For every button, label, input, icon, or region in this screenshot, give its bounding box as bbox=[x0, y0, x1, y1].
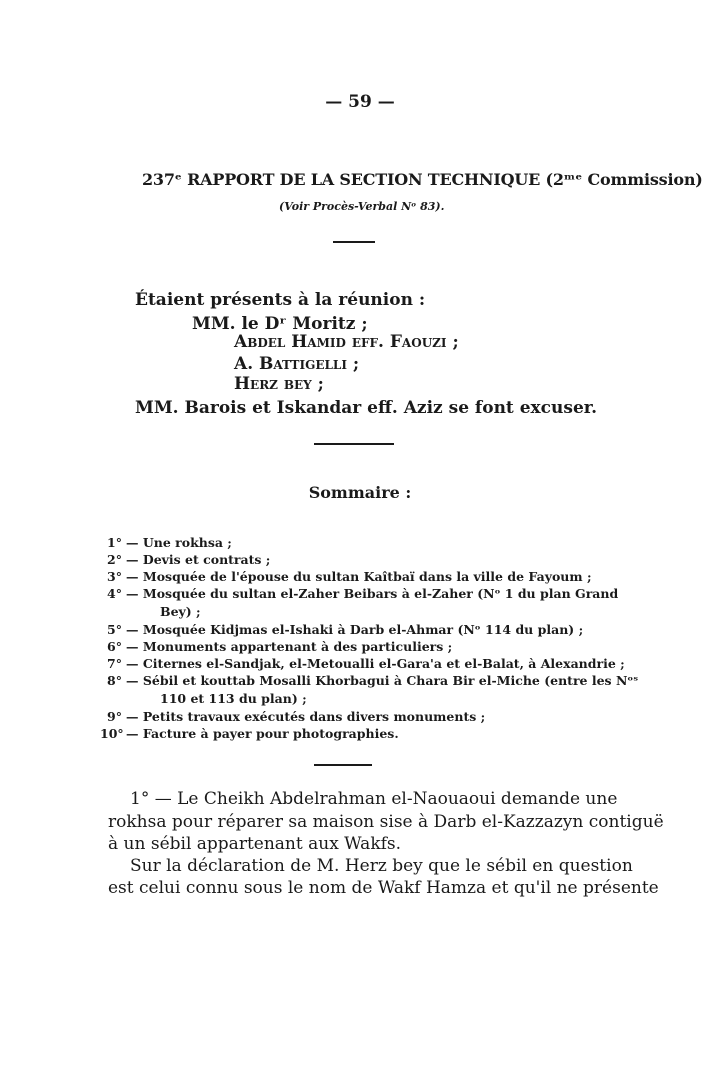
summary-item bbox=[100, 656, 625, 671]
summary-item bbox=[100, 552, 270, 567]
page-number: — 59 — bbox=[325, 92, 395, 112]
attendance-member: Herz bey ; bbox=[234, 374, 324, 394]
divider-bottom bbox=[314, 764, 372, 766]
summary-item bbox=[100, 673, 638, 688]
summary-item-number: 7° bbox=[107, 656, 122, 671]
attendance-member: A. Battigelli ; bbox=[234, 354, 360, 374]
summary-item-text: — Petits travaux exécutés dans divers monuments ; bbox=[126, 709, 486, 724]
summary-item-text: — Mosquée de l'épouse du sultan Kaîtbaï dans la ville de Fayoum ; bbox=[126, 569, 592, 584]
summary-item-number: 8° bbox=[107, 673, 122, 688]
summary-item bbox=[100, 586, 618, 601]
summary-item-text: — Sébil et kouttab Mosalli Khorbagui à Chara Bir el-Miche (entre les Nᵒˢ bbox=[126, 673, 639, 688]
summary-item-number: 5° bbox=[107, 622, 122, 637]
summary-item-number: 9° bbox=[107, 709, 122, 724]
report-reference: (Voir Procès-Verbal Nᵒ 83). bbox=[279, 200, 445, 213]
divider-middle bbox=[314, 443, 394, 445]
summary-item bbox=[100, 569, 592, 584]
summary-item bbox=[100, 535, 232, 550]
summary-item-continuation: 110 et 113 du plan) ; bbox=[160, 691, 307, 706]
paragraph-line: 1° — Le Cheikh Abdelrahman el-Naouaoui demande une bbox=[130, 789, 618, 809]
summary-item-text: — Facture à payer pour photographies. bbox=[126, 726, 399, 741]
paragraph-line: Sur la déclaration de M. Herz bey que le sébil en question bbox=[130, 856, 633, 876]
summary-title: Sommaire : bbox=[308, 483, 412, 502]
summary-item bbox=[100, 709, 485, 724]
summary-item-number: 4° bbox=[107, 586, 122, 601]
summary-item-number: 3° bbox=[107, 569, 122, 584]
attendance-intro: Étaient présents à la réunion : bbox=[135, 290, 426, 310]
paragraph-line: est celui connu sous le nom de Wakf Hamza et qu'il ne présente bbox=[108, 878, 659, 898]
summary-item-number: 1° bbox=[107, 535, 122, 550]
summary-item-text: — Monuments appartenant à des particuliers ; bbox=[126, 639, 453, 654]
paragraph-line: rokhsa pour réparer sa maison sise à Darb el-Kazzazyn contiguë bbox=[108, 812, 664, 832]
summary-item-text: — Citernes el-Sandjak, el-Metoualli el-Gara'a et el-Balat, à Alexandrie ; bbox=[126, 656, 625, 671]
summary-item-text: — Devis et contrats ; bbox=[126, 552, 271, 567]
summary-item-text: — Mosquée Kidjmas el-Ishaki à Darb el-Ahmar (Nᵒ 114 du plan) ; bbox=[126, 622, 584, 637]
attendance-excused: MM. Barois et Iskandar eff. Aziz se font excuser. bbox=[135, 398, 598, 418]
summary-item bbox=[100, 639, 452, 654]
summary-item-continuation: Bey) ; bbox=[160, 604, 201, 619]
paragraph-line: à un sébil appartenant aux Wakfs. bbox=[108, 834, 402, 854]
attendance-member: Abdel Hamid eff. Faouzi ; bbox=[234, 332, 459, 352]
summary-item bbox=[100, 726, 399, 741]
summary-item-number: 10° bbox=[100, 726, 124, 741]
summary-item-number: 6° bbox=[107, 639, 122, 654]
summary-item-text: — Mosquée du sultan el-Zaher Beibars à el-Zaher (Nᵒ 1 du plan Grand bbox=[126, 586, 619, 601]
attendance-member: MM. le Dʳ Moritz ; bbox=[192, 314, 368, 334]
report-title: 237ᵉ RAPPORT DE LA SECTION TECHNIQUE (2ᵐᵉ Commission) bbox=[142, 170, 703, 189]
summary-item bbox=[100, 622, 583, 637]
summary-item-text: — Une rokhsa ; bbox=[126, 535, 232, 550]
divider-top bbox=[333, 241, 375, 243]
summary-item-number: 2° bbox=[107, 552, 122, 567]
